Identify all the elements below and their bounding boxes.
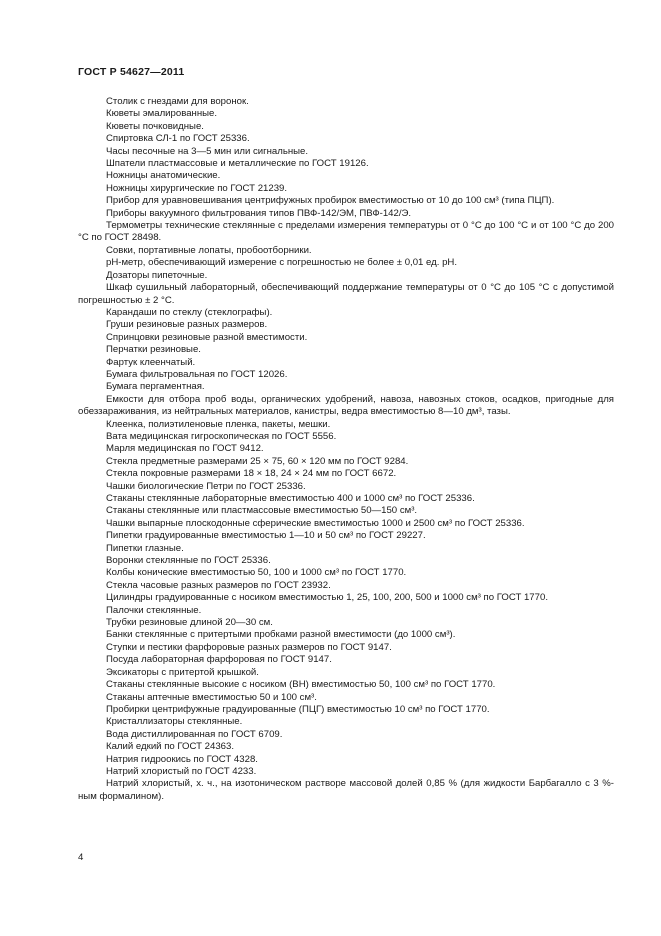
list-item: Бумага фильтровальная по ГОСТ 12026. xyxy=(106,368,288,380)
list-item: Пипетки глазные. xyxy=(106,542,184,554)
list-item: Стекла предметные размерами 25 × 75, 60 × 120 мм по ГОСТ 9284. xyxy=(106,455,409,467)
list-item: Чашки выпарные плоскодонные сферические вместимостью 1000 и 2500 см³ по ГОСТ 25336. xyxy=(106,517,525,529)
list-item: Спринцовки резиновые разной вместимости. xyxy=(106,331,308,343)
list-item: Натрий хлористый по ГОСТ 4233. xyxy=(106,765,257,777)
list-item: Прибор для уравновешивания центрифужных пробирок вместимостью от 10 до 100 см³ (типа ПЦП). xyxy=(106,195,555,207)
list-item: Стаканы стеклянные лабораторные вместимостью 400 и 1000 см³ по ГОСТ 25336. xyxy=(106,493,475,504)
list-item: Спиртовка СЛ-1 по ГОСТ 25336. xyxy=(106,133,250,145)
list-item: Цилиндры градуированные с носиком вместимостью 1, 25, 100, 200, 500 и 1000 см³ по ГОСТ 1770. xyxy=(106,592,548,604)
list-item: Натрия гидроокись по ГОСТ 4328. xyxy=(106,753,258,765)
equipment-list xyxy=(78,96,614,803)
list-item: Воронки стеклянные по ГОСТ 25336. xyxy=(106,555,271,567)
list-item: Эксикаторы с притертой крышкой. xyxy=(106,666,259,678)
list-item: Стаканы стеклянные или пластмассовые вместимостью 50—150 см³. xyxy=(106,505,418,517)
list-item: Фартук клеенчатый. xyxy=(106,356,196,368)
list-item: Дозаторы пипеточные. xyxy=(106,269,208,281)
list-item: Стекла часовые разных размеров по ГОСТ 23932. xyxy=(106,579,331,591)
list-item: Трубки резиновые длиной 20—30 см. xyxy=(106,617,273,629)
list-item: Пипетки градуированные вместимостью 1—10 и 50 см³ по ГОСТ 29227. xyxy=(106,530,426,542)
list-item: Палочки стеклянные. xyxy=(106,604,202,616)
list-item: Совки, портативные лопаты, пробоотборники. xyxy=(106,244,312,256)
list-item: Ножницы хирургические по ГОСТ 21239. xyxy=(106,182,288,194)
list-item: Кристаллизаторы стеклянные. xyxy=(106,716,243,728)
list-item: Кюветы эмалированные. xyxy=(106,108,218,120)
list-item: Калий едкий по ГОСТ 24363. xyxy=(106,741,235,753)
list-item: Колбы конические вместимостью 50, 100 и 1000 см³ по ГОСТ 1770. xyxy=(106,567,407,579)
list-item: Чашки биологические Петри по ГОСТ 25336. xyxy=(106,480,306,492)
list-item: Столик с гнездами для воронок. xyxy=(106,96,249,107)
standard-header: ГОСТ Р 54627—2011 xyxy=(78,66,185,78)
list-item: Ножницы анатомические. xyxy=(106,170,221,182)
list-item: Емкости для отбора проб воды, органических удобрений, навоза, навозных стоков, осадков, пригодные для обеззараживания, из нейтральных материалов, канистры, ведра вместимостью 8—10 дм³, тазы. xyxy=(78,393,614,418)
list-item: Марля медицинская по ГОСТ 9412. xyxy=(106,443,264,455)
list-item: Стаканы аптечные вместимостью 50 и 100 см³. xyxy=(106,691,317,703)
list-item: Стекла покровные размерами 18 × 18, 24 × 24 мм по ГОСТ 6672. xyxy=(106,468,397,480)
list-item: Стаканы стеклянные высокие с носиком (ВН) вместимостью 50, 100 см³ по ГОСТ 1770. xyxy=(106,679,496,691)
list-item: Бумага пергаментная. xyxy=(106,381,205,393)
list-item: Пробирки центрифужные градуированные (ПЦГ) вместимостью 10 см³ по ГОСТ 1770. xyxy=(106,703,490,715)
list-item: Термометры технические стеклянные с пределами измерения температуры от 0 °С до 100 °С и от 100 °С до 200 °С по ГОСТ 28498. xyxy=(78,220,614,244)
list-item: Посуда лабораторная фарфоровая по ГОСТ 9147. xyxy=(106,654,332,666)
list-item: Шпатели пластмассовые и металлические по ГОСТ 19126. xyxy=(106,158,369,170)
list-item: Приборы вакуумного фильтрования типов ПВФ-142/ЭМ, ПВФ-142/Э. xyxy=(106,207,412,219)
list-item: Банки стеклянные с притертыми пробками разной вместимости (до 1000 см³). xyxy=(106,629,456,641)
list-item: Шкаф сушильный лабораторный, обеспечивающий поддержание температуры от 0 °С до 105 °С с допустимой погрешностью ± 2 °С. xyxy=(78,282,614,306)
list-item: Кюветы почковидные. xyxy=(106,120,204,132)
list-item: Клеенка, полиэтиленовые пленка, пакеты, мешки. xyxy=(106,418,331,430)
list-item: pH-метр, обеспечивающий измерение с погрешностью не более ± 0,01 ед. pH. xyxy=(106,257,458,269)
list-item: Вата медицинская гигроскопическая по ГОСТ 5556. xyxy=(106,430,337,442)
list-item: Груши резиновые разных размеров. xyxy=(106,319,268,331)
list-item: Перчатки резиновые. xyxy=(106,344,201,356)
list-item: Часы песочные на 3—5 мин или сигнальные. xyxy=(106,145,309,157)
list-item: Вода дистиллированная по ГОСТ 6709. xyxy=(106,728,283,740)
list-item: Натрий хлористый, х. ч., на изотоническом растворе массовой долей 0,85 % (для жидкости Барбагалло с 3 %-ным формалином). xyxy=(78,778,614,802)
list-item: Карандаши по стеклу (стеклографы). xyxy=(106,306,273,318)
list-item: Ступки и пестики фарфоровые разных размеров по ГОСТ 9147. xyxy=(106,641,392,653)
page-number: 4 xyxy=(78,852,84,863)
